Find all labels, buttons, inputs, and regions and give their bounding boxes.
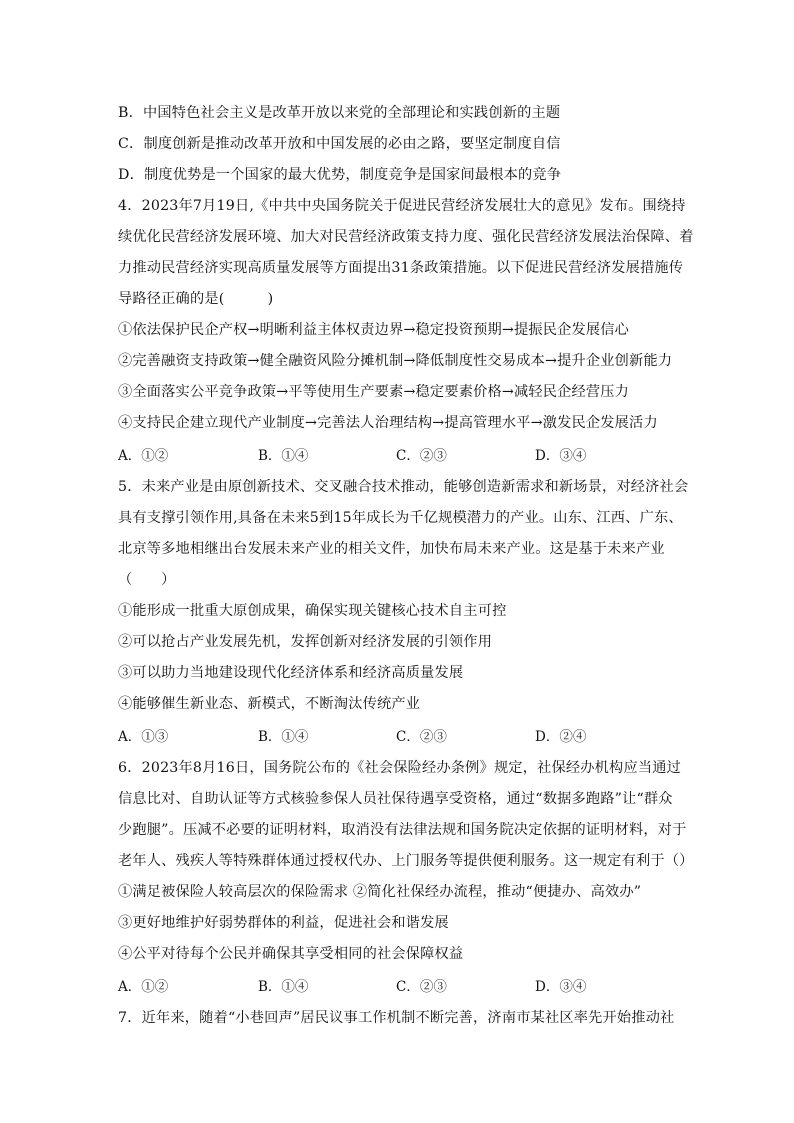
q4-stem-line-2: 续优化民营经济发展环境、加大对民营经济政策支持力度、强化民营经济发展法治保障、着 [118,229,694,245]
q4-statement-2: ②完善融资支持政策→健全融资风险分摊机制→降低制度性交易成本→提升企业创新能力 [118,353,673,369]
q4-statement-4: ④支持民企建立现代产业制度→完善法人治理结构→提高管理水平→激发民企发展活力 [118,415,658,431]
q5-choice-c: C．②③ [396,729,447,745]
q5-statement-3: ③可以助力当地建设现代化经济体系和经济高质量发展 [118,665,464,681]
q5-choice-d: D．②④ [535,729,587,745]
q4-stem-line-3: 力推动民营经济实现高质量发展等方面提出31条政策措施。以下促进民营经济发展措施传 [118,260,684,276]
q6-statement-4: ④公平对待每个公民并确保其享受相同的社会保障权益 [118,946,464,962]
q6-statement-1-2: ①满足被保险人较高层次的保险需求 ②简化社保经办流程，推动“便捷办、高效办” [118,884,642,900]
q6-stem-line-2: 信息比对、自助认证等方式核验参保人员社保待遇享受资格，通过“数据多跑路”让“群众 [118,791,673,807]
q4-choice-d: D．③④ [535,448,587,464]
q6-stem-line-4: 老年人、残疾人等特殊群体通过授权代办、上门服务等提供便利服务。这一规定有利于（） [118,853,694,869]
q6-choice-c: C．②③ [396,979,447,995]
q3-option-b: B．中国特色社会主义是改革开放以来党的全部理论和实践创新的主题 [118,105,561,121]
q3-option-c: C．制度创新是推动改革开放和中国发展的必由之路，要坚定制度自信 [118,136,561,152]
q5-choice-b: B．①④ [258,729,309,745]
q5-statement-4: ④能够催生新业态、新模式，不断淘汰传统产业 [118,696,421,712]
q6-stem-line-1: 6．2023年8月16日，国务院公布的《社会保险经办条例》规定，社保经办机构应当通过 [118,760,681,776]
q6-choice-a: A．①② [118,979,169,995]
q5-stem-line-4: （ ） [118,572,176,588]
q4-statement-3: ③全面落实公平竞争政策→平等使用生产要素→稳定要素价格→减轻民企经营压力 [118,384,630,400]
q4-stem-line-4: 导路径正确的是( ) [118,291,274,307]
q4-statement-1: ①依法保护民企产权→明晰利益主体权责边界→稳定投资预期→提振民企发展信心 [118,322,630,338]
q6-choice-b: B．①④ [258,979,309,995]
q7-stem-line-1: 7．近年来，随着“小巷回声”居民议事工作机制不断完善，济南市某社区率先开始推动社 [118,1010,675,1026]
q4-choice-b: B．①④ [258,448,309,464]
q5-stem-line-1: 5．未来产业是由原创新技术、交叉融合技术推动，能够创造新需求和新场景，对经济社会 [118,479,689,495]
q4-stem-line-1: 4．2023年7月19日,《中共中央国务院关于促进民营经济发展壮大的意见》发布。围绕持 [118,198,686,214]
q5-stem-line-2: 具有支撑引领作用,具备在未来5到15年成长为千亿规模潜力的产业。山东、江西、广东、 [118,510,683,526]
q5-stem-line-3: 北京等多地相继出台发展未来产业的相关文件，加快布局未来产业。这是基于未来产业 [118,541,665,557]
q6-statement-3: ③更好地维护好弱势群体的利益，促进社会和谐发展 [118,915,449,931]
q5-statement-1: ①能形成一批重大原创成果，确保实现关键核心技术自主可控 [118,603,507,619]
q6-choice-d: D．③④ [535,979,587,995]
q4-choice-c: C．②③ [396,448,447,464]
q5-choice-a: A．①③ [118,729,169,745]
q3-option-d: D．制度优势是一个国家的最大优势，制度竞争是国家间最根本的竞争 [118,167,562,183]
q6-stem-line-3: 少跑腿”。压减不必要的证明材料，取消没有法律法规和国务院决定依据的证明材料，对于 [118,822,687,838]
q4-choice-a: A．①② [118,448,169,464]
q5-statement-2: ②可以抢占产业发展先机，发挥创新对经济发展的引领作用 [118,634,493,650]
